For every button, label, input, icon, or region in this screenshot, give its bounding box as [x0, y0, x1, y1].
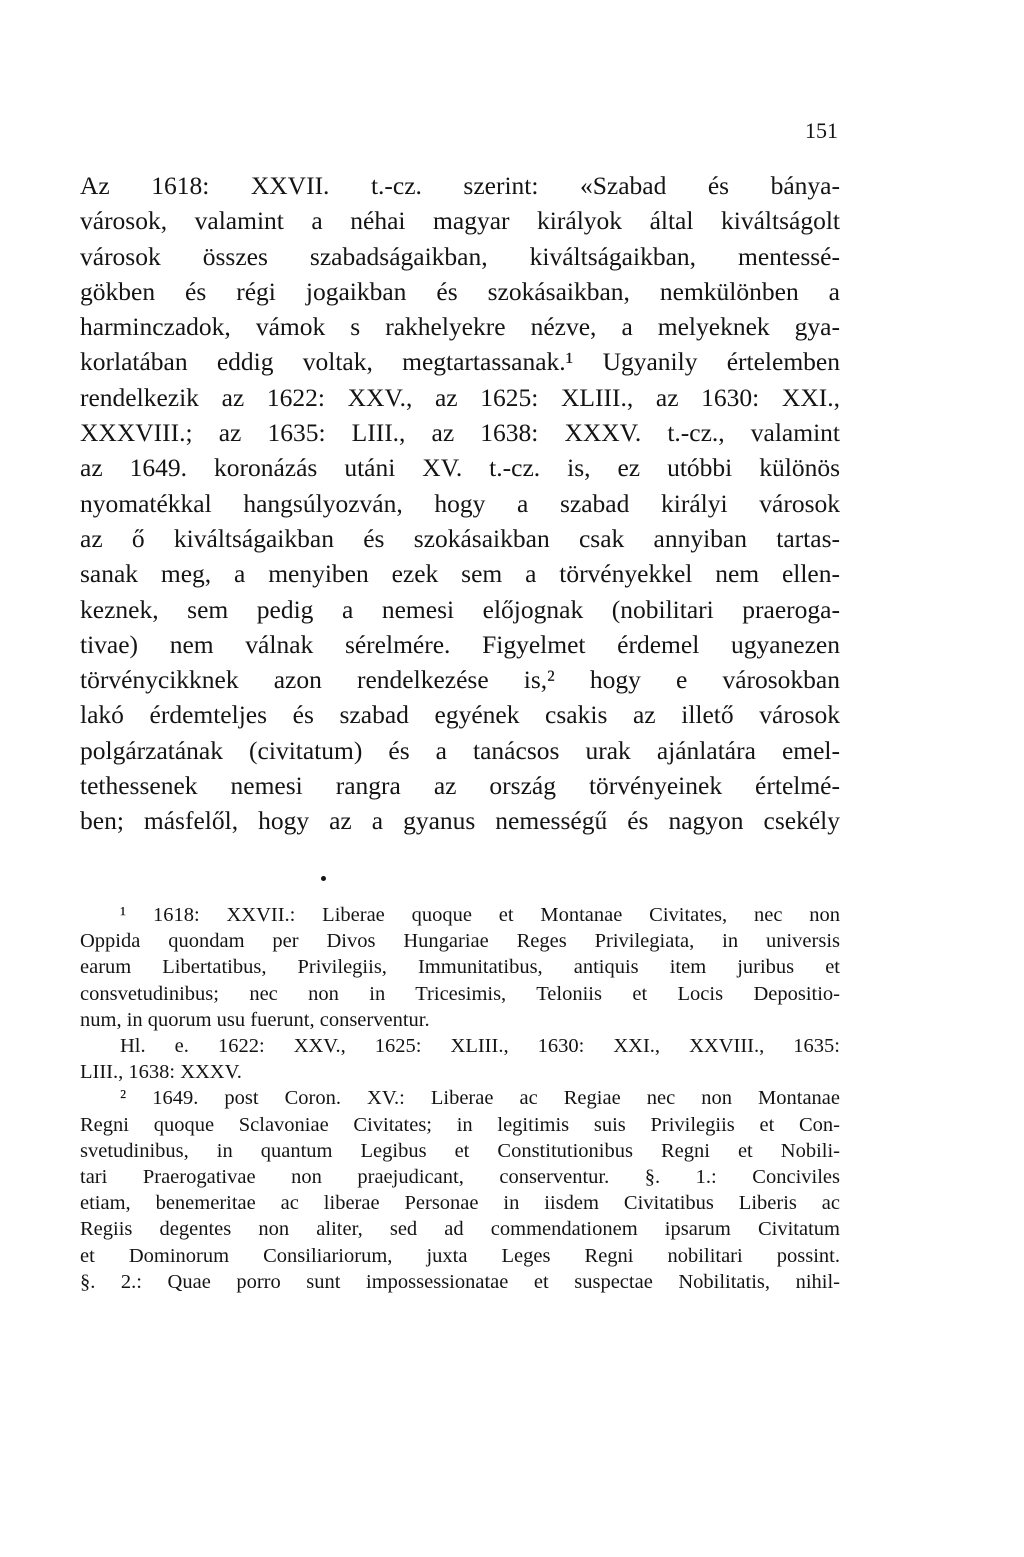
- text-line: keznek, sem pedig a nemesi előjognak (nobilitari praeroga-: [80, 594, 840, 624]
- footnote-line: ¹ 1618: XXVII.: Liberae quoque et Montanae Civitates, nec non: [120, 904, 840, 926]
- text-line: városok összes szabadságaikban, kiváltságaikban, mentessé-: [80, 241, 840, 271]
- text-line: ben; másfelől, hogy az a gyanus nemességű és nagyon csekély: [80, 806, 840, 836]
- main-text: [80, 168, 840, 839]
- footnote-line: Regiis degentes non aliter, sed ad commendationem ipsarum Civitatum: [80, 1218, 840, 1241]
- text-line: polgárzatának (civitatum) és a tanácsos urak ajánlatára emel-: [80, 735, 840, 765]
- footnotes: [80, 902, 840, 1295]
- text-line: az ő kiváltságaikban és szokásaikban csak annyiban tartas-: [80, 523, 840, 553]
- footnote-line: ² 1649. post Coron. XV.: Liberae ac Regiae nec non Montanae: [120, 1087, 840, 1110]
- text-line: rendelkezik az 1622: XXV., az 1625: XLIII., az 1630: XXI.,: [80, 382, 840, 412]
- text-line: tivae) nem válnak sérelmére. Figyelmet érdemel ugyanezen: [80, 629, 840, 659]
- footnote-line: consvetudinibus; nec non in Tricesimis, Teloniis et Locis Depositio-: [80, 982, 840, 1005]
- footnote-1-reference: [80, 1033, 840, 1085]
- footnote-line: Hl. e. 1622: XXV., 1625: XLIII., 1630: XXI., XXVIII., 1635:: [120, 1035, 840, 1058]
- text-line: harminczadok, vámok s rakhelyekre nézve, a melyeknek gya-: [80, 312, 840, 342]
- text-line: az 1649. koronázás utáni XV. t.-cz. is, ez utóbbi különös: [80, 453, 840, 483]
- text-line: XXXVIII.; az 1635: LIII., az 1638: XXXV. t.-cz., valamint: [80, 418, 840, 448]
- footnote-line: LIII., 1638: XXXV.: [80, 1061, 242, 1084]
- footnote-1: [80, 902, 840, 1033]
- text-line: tethessenek nemesi rangra az ország törvényeinek értelmé-: [80, 771, 840, 801]
- text-line: korlatában eddig voltak, megtartassanak.¹ Ugyanily értelemben: [80, 347, 840, 377]
- footnote-line: et Dominorum Consiliariorum, juxta Leges Regni nobilitari possint.: [80, 1244, 840, 1267]
- text-line: sanak meg, a menyiben ezek sem a törvényekkel nem ellen-: [80, 559, 840, 589]
- page-number: 151: [805, 118, 838, 143]
- footnote-line: Oppida quondam per Divos Hungariae Reges Privilegiata, in universis: [80, 930, 840, 953]
- footnote-line: svetudinibus, in quantum Legibus et Constitutionibus Regni et Nobili-: [80, 1139, 840, 1162]
- text-line: nyomatékkal hangsúlyozván, hogy a szabad királyi városok: [80, 488, 840, 518]
- text-line: Az 1618: XXVII. t.-cz. szerint: «Szabad és bánya-: [80, 171, 840, 200]
- ink-dot: [321, 876, 326, 881]
- footnote-line: earum Libertatibus, Privilegiis, Immunitatibus, antiquis item juribus et: [80, 956, 840, 979]
- text-line: törvénycikknek azon rendelkezése is,² hogy e városokban: [80, 665, 840, 695]
- footnote-line: num, in quorum usu fuerunt, conserventur.: [80, 1008, 430, 1031]
- footnote-line: §. 2.: Quae porro sunt impossessionatae et suspectae Nobilitatis, nihil-: [80, 1270, 840, 1293]
- footnote-line: tari Praerogativae non praejudicant, conserventur. §. 1.: Conciviles: [80, 1166, 840, 1189]
- text-line: városok, valamint a néhai magyar királyok által kiváltságolt: [80, 206, 840, 236]
- text-line: gökben és régi jogaikban és szokásaikban, nemkülönben a: [80, 276, 840, 306]
- footnote-2: [80, 1085, 840, 1295]
- footnote-line: etiam, benemeritae ac liberae Personae in iisdem Civitatibus Liberis ac: [80, 1192, 840, 1215]
- footnote-line: Regni quoque Sclavoniae Civitates; in legitimis suis Privilegiis et Con-: [80, 1113, 840, 1136]
- text-line: lakó érdemteljes és szabad egyének csakis az illető városok: [80, 700, 840, 730]
